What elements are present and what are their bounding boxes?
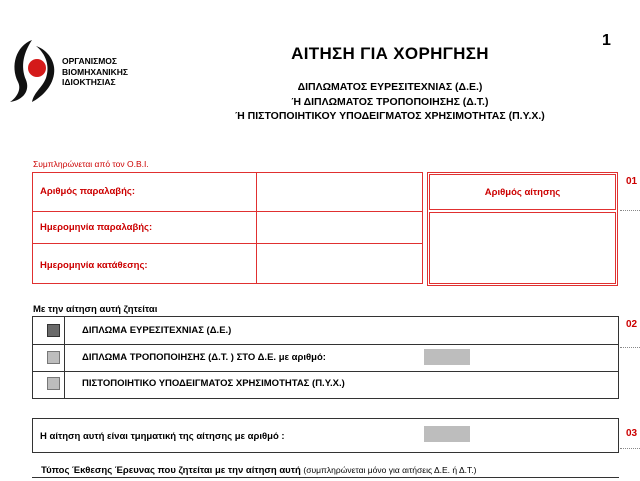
receipt-date-label: Ημερομηνία παραλαβής:	[40, 222, 153, 233]
option-dt-checkbox[interactable]	[47, 351, 60, 364]
section01-number: 01	[626, 176, 638, 187]
option-dt-label: ΔΙΠΛΩΜΑ ΤΡΟΠΟΠΟΙΗΣΗΣ (Δ.Τ. ) ΣΤΟ Δ.Ε. με αριθμό:	[82, 352, 326, 363]
option-de-label: ΔΙΠΛΩΜΑ ΕΥΡΕΣΙΤΕΧΝΙΑΣ (Δ.Ε.)	[82, 325, 232, 336]
obi-logo	[6, 36, 58, 108]
section03-dotted-rule	[620, 448, 640, 449]
office-use-row-line-1	[32, 211, 423, 212]
section03-number: 03	[626, 428, 638, 439]
section02-number: 02	[626, 319, 638, 330]
org-line-2: ΒΙΟΜΗΧΑΝΙΚΗΣ	[62, 66, 129, 77]
office-use-row-line-2	[32, 243, 423, 244]
application-number-field[interactable]	[429, 212, 616, 284]
dt-base-patent-number-input[interactable]	[424, 349, 470, 365]
org-line-3: ΙΔΙΟΚΤΗΣΙΑΣ	[62, 77, 116, 87]
section01-note: Συμπληρώνεται από τον Ο.Β.Ι.	[33, 159, 149, 169]
section01-dotted-rule	[620, 210, 640, 211]
subtitle-line-3: Ή ΠΙΣΤΟΠΟΙΗΤΙΚΟΥ ΥΠΟΔΕΙΓΜΑΤΟΣ ΧΡΗΣΙΜΟΤΗΤΑΣ (Π.Υ.Χ.)	[235, 110, 545, 122]
subtitle-line-1: ΔΙΠΛΩΜΑΤΟΣ ΕΥΡΕΣΙΤΕΧΝΙΑΣ (Δ.Ε.)	[297, 81, 483, 93]
option-pyx-checkbox[interactable]	[47, 377, 60, 390]
filing-date-field[interactable]	[258, 245, 421, 282]
option-pyx-label: ΠΙΣΤΟΠΟΙΗΤΙΚΟ ΥΠΟΔΕΙΓΜΑΤΟΣ ΧΡΗΣΙΜΟΤΗΤΑΣ (Π.Υ.Χ.)	[82, 378, 345, 389]
section04-note: (συμπληρώνεται μόνο για αιτήσεις Δ.Ε. ή Δ.Τ.)	[303, 465, 477, 475]
request-type-divider	[64, 316, 65, 399]
receipt-number-field[interactable]	[258, 174, 421, 210]
filing-date-label: Ημερομηνία κατάθεσης:	[40, 260, 148, 271]
section04-box-top	[32, 477, 619, 481]
page-title: ΑΙΤΗΣΗ ΓΙΑ ΧΟΡΗΓΗΣΗ	[291, 44, 489, 63]
option-de-checkbox[interactable]	[47, 324, 60, 337]
org-line-1: ΟΡΓΑΝΙΣΜΟΣ	[62, 56, 117, 66]
section02-heading: Με την αίτηση αυτή ζητείται	[33, 304, 158, 315]
receipt-date-field[interactable]	[258, 213, 421, 242]
section02-dotted-rule	[620, 347, 640, 348]
section04-heading-row	[41, 465, 477, 476]
receipt-number-label: Αριθμός παραλαβής:	[40, 186, 135, 197]
request-row-line-2	[32, 371, 619, 372]
page-number: 1	[602, 32, 611, 49]
section04-heading: Τύπος Έκθεσης Έρευνας που ζητείται με την αίτηση αυτή	[41, 465, 301, 476]
page-subtitle	[140, 80, 640, 124]
subtitle-line-2: Ή ΔΙΠΛΩΜΑΤΟΣ ΤΡΟΠΟΠΟΙΗΣΗΣ (Δ.Τ.)	[291, 95, 489, 108]
request-row-line-1	[32, 344, 619, 345]
application-number-label: Αριθμός αίτησης	[484, 186, 561, 198]
divisional-label: Η αίτηση αυτή είναι τμηματική της αίτησης με αριθμό :	[40, 431, 285, 442]
parent-application-number-input[interactable]	[424, 426, 470, 442]
office-use-divider	[256, 172, 257, 284]
application-number-header	[429, 174, 616, 210]
